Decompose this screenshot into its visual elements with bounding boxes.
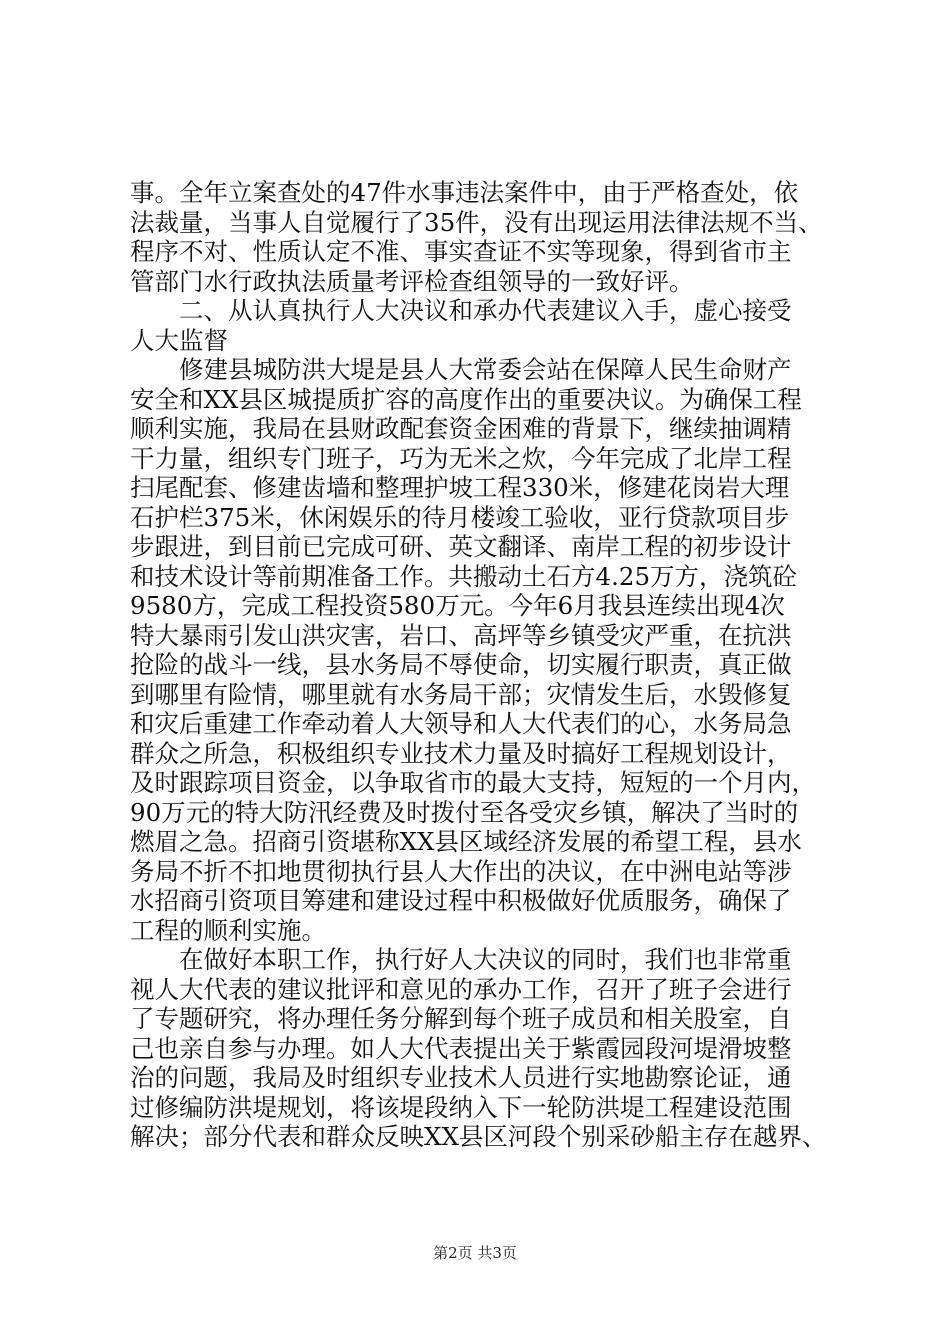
section-heading-line: 人大监督 <box>130 325 228 355</box>
text-line: 己也亲自参与办理。如人大代表提出关于紫霞园段河堤滑坡整 <box>130 1033 792 1063</box>
text-line: 石护栏375米，休闲娱乐的待月楼竣工验收，亚行贷款项目步 <box>130 502 790 532</box>
text-line: 了专题研究，将办理任务分解到每个班子成员和相关股室，自 <box>130 1004 792 1033</box>
text-line: 和技术设计等前期准备工作。共搬动土石方4.25万方，浇筑砼 <box>130 561 798 591</box>
text-line: 步跟进，到目前已完成可研、英文翻译、南岸工程的初步设计 <box>130 532 792 561</box>
text-line: 工程的顺利实施。 <box>130 915 326 945</box>
text-line: 水招商引资项目筹建和建设过程中积极做好优质服务，确保了 <box>130 886 792 915</box>
text-line: 特大暴雨引发山洪灾害，岩口、高坪等乡镇受灾严重，在抗洪 <box>130 620 792 650</box>
text-line: 法裁量，当事人自觉履行了35件，没有出现运用法律法规不当、 <box>130 207 823 237</box>
text-line: 程序不对、性质认定不准、事实查证不实等现象，得到省市主 <box>130 237 792 266</box>
text-line: 顺利实施，我局在县财政配套资金困难的背景下，继续抽调精 <box>130 414 792 443</box>
text-line: 及时跟踪项目资金，以争取省市的最大支持，短短的一个月内， <box>130 768 816 797</box>
text-line: 事。全年立案查处的47件水事违法案件中，由于严格查处，依 <box>130 178 799 207</box>
section-heading-line: 二、从认真执行人大决议和承办代表建议入手，虚心接受 <box>130 296 792 325</box>
text-line: 修建县城防洪大堤是县人大常委会站在保障人民生命财产 <box>130 355 792 384</box>
text-line: 干力量，组织专门班子，巧为无米之炊，今年完成了北岸工程 <box>130 443 792 473</box>
text-line: 群众之所急，积极组织专业技术力量及时搞好工程规划设计， <box>130 738 792 768</box>
text-line: 治的问题，我局及时组织专业技术人员进行实地勘察论证，通 <box>130 1063 792 1092</box>
text-line: 90万元的特大防汛经费及时拨付至各受灾乡镇，解决了当时的 <box>130 797 799 827</box>
text-line: 管部门水行政执法质量考评检查组领导的一致好评。 <box>130 266 694 296</box>
document-body <box>130 178 830 1152</box>
page-number-footer: 第2页 共3页 <box>433 1244 517 1262</box>
text-line: 务局不折不扣地贯彻执行县人大作出的决议，在中洲电站等涉 <box>130 856 792 886</box>
text-line: 解决；部分代表和群众反映XX县区河段个别采砂船主存在越界、 <box>130 1122 827 1151</box>
text-line: 和灾后重建工作牵动着人大领导和人大代表们的心，水务局急 <box>130 709 792 738</box>
text-line: 到哪里有险情，哪里就有水务局干部；灾情发生后，水毁修复 <box>130 679 792 709</box>
text-line: 扫尾配套、修建齿墙和整理护坡工程330米，修建花岗岩大理 <box>130 473 790 502</box>
text-line: 燃眉之急。招商引资堪称XX县区域经济发展的希望工程，县水 <box>130 827 802 856</box>
text-line: 抢险的战斗一线，县水务局不辱使命，切实履行职责，真正做 <box>130 650 792 679</box>
text-line: 安全和XX县区城提质扩容的高度作出的重要决议。为确保工程 <box>130 384 802 414</box>
text-line: 视人大代表的建议批评和意见的承办工作，召开了班子会进行 <box>130 974 792 1004</box>
text-line: 过修编防洪堤规划，将该堤段纳入下一轮防洪堤工程建设范围 <box>130 1092 792 1122</box>
text-line: 在做好本职工作，执行好人大决议的同时，我们也非常重 <box>130 945 792 974</box>
text-line: 9580方，完成工程投资580万元。今年6月我县连续出现4次 <box>130 591 785 620</box>
